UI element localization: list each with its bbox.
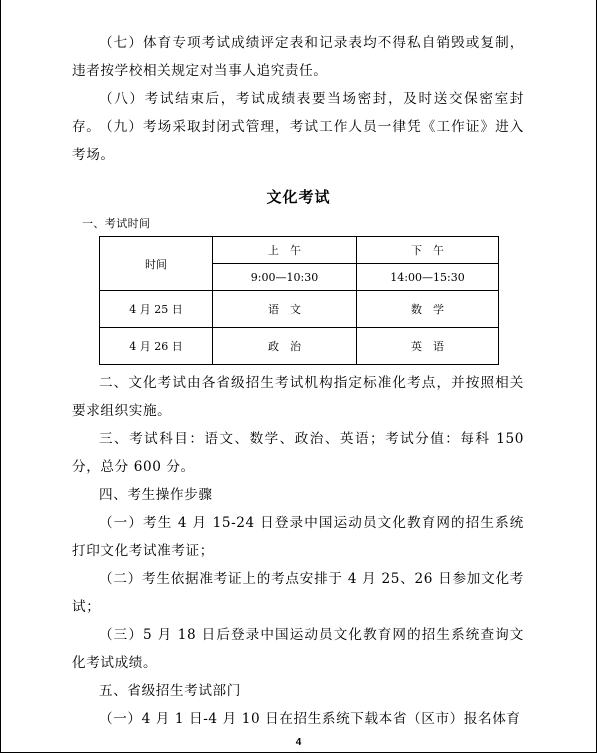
afternoon-subject-cell: 数 学 <box>357 291 499 328</box>
paragraph-three: 三、考试科目：语文、数学、政治、英语；考试分值：每科 150分，总分 600 分。 <box>72 431 524 475</box>
paragraph-eight: （八）考试结束后，考试成绩表要当场密封，及时送交保密室封存。 <box>72 91 524 135</box>
paragraph-four-heading: 四、考生操作步骤 <box>99 487 213 503</box>
date-cell: 4 月 26 日 <box>100 328 213 365</box>
exam-schedule-table <box>99 236 499 365</box>
time-label-cell: 时间 <box>100 237 213 291</box>
table-row <box>100 328 499 365</box>
section-title: 文化考试 <box>266 188 331 206</box>
paragraph-step-three: （三）5 月 18 日后登录中国运动员文化教育网的招生系统查询文化考试成绩。 <box>72 627 524 671</box>
afternoon-time-cell: 14:00—15:30 <box>357 264 499 291</box>
table-row <box>100 291 499 328</box>
morning-label-cell: 上 午 <box>213 237 357 264</box>
exam-time-heading: 一、考试时间 <box>82 217 151 230</box>
paragraph-nine: （九）考场采取封闭式管理，考试工作人员一律凭《工作证》进入考场。 <box>72 119 524 163</box>
morning-subject-cell: 政 治 <box>213 328 357 365</box>
table-header-row <box>100 237 499 264</box>
morning-time-cell: 9:00—10:30 <box>213 264 357 291</box>
paragraph-five-one: （一）4 月 1 日-4 月 10 日在招生系统下载本省（区市）报名体育 <box>99 711 521 727</box>
paragraph-seven: （七）体育专项考试成绩评定表和记录表均不得私自销毁或复制，违者按学校相关规定对当事人追究责任。 <box>72 35 524 79</box>
afternoon-subject-cell: 英 语 <box>357 328 499 365</box>
paragraph-five-heading: 五、省级招生考试部门 <box>99 683 241 699</box>
paragraph-step-two: （二）考生依据准考证上的考点安排于 4 月 25、26 日参加文化考试； <box>72 571 524 615</box>
morning-subject-cell: 语 文 <box>213 291 357 328</box>
paragraph-two: 二、文化考试由各省级招生考试机构指定标准化考点，并按照相关要求组织实施。 <box>72 375 524 419</box>
paragraph-step-one: （一）考生 4 月 15-24 日登录中国运动员文化教育网的招生系统打印文化考试准考证； <box>72 515 524 559</box>
afternoon-label-cell: 下 午 <box>357 237 499 264</box>
date-cell: 4 月 25 日 <box>100 291 213 328</box>
page-number: 4 <box>295 737 302 748</box>
